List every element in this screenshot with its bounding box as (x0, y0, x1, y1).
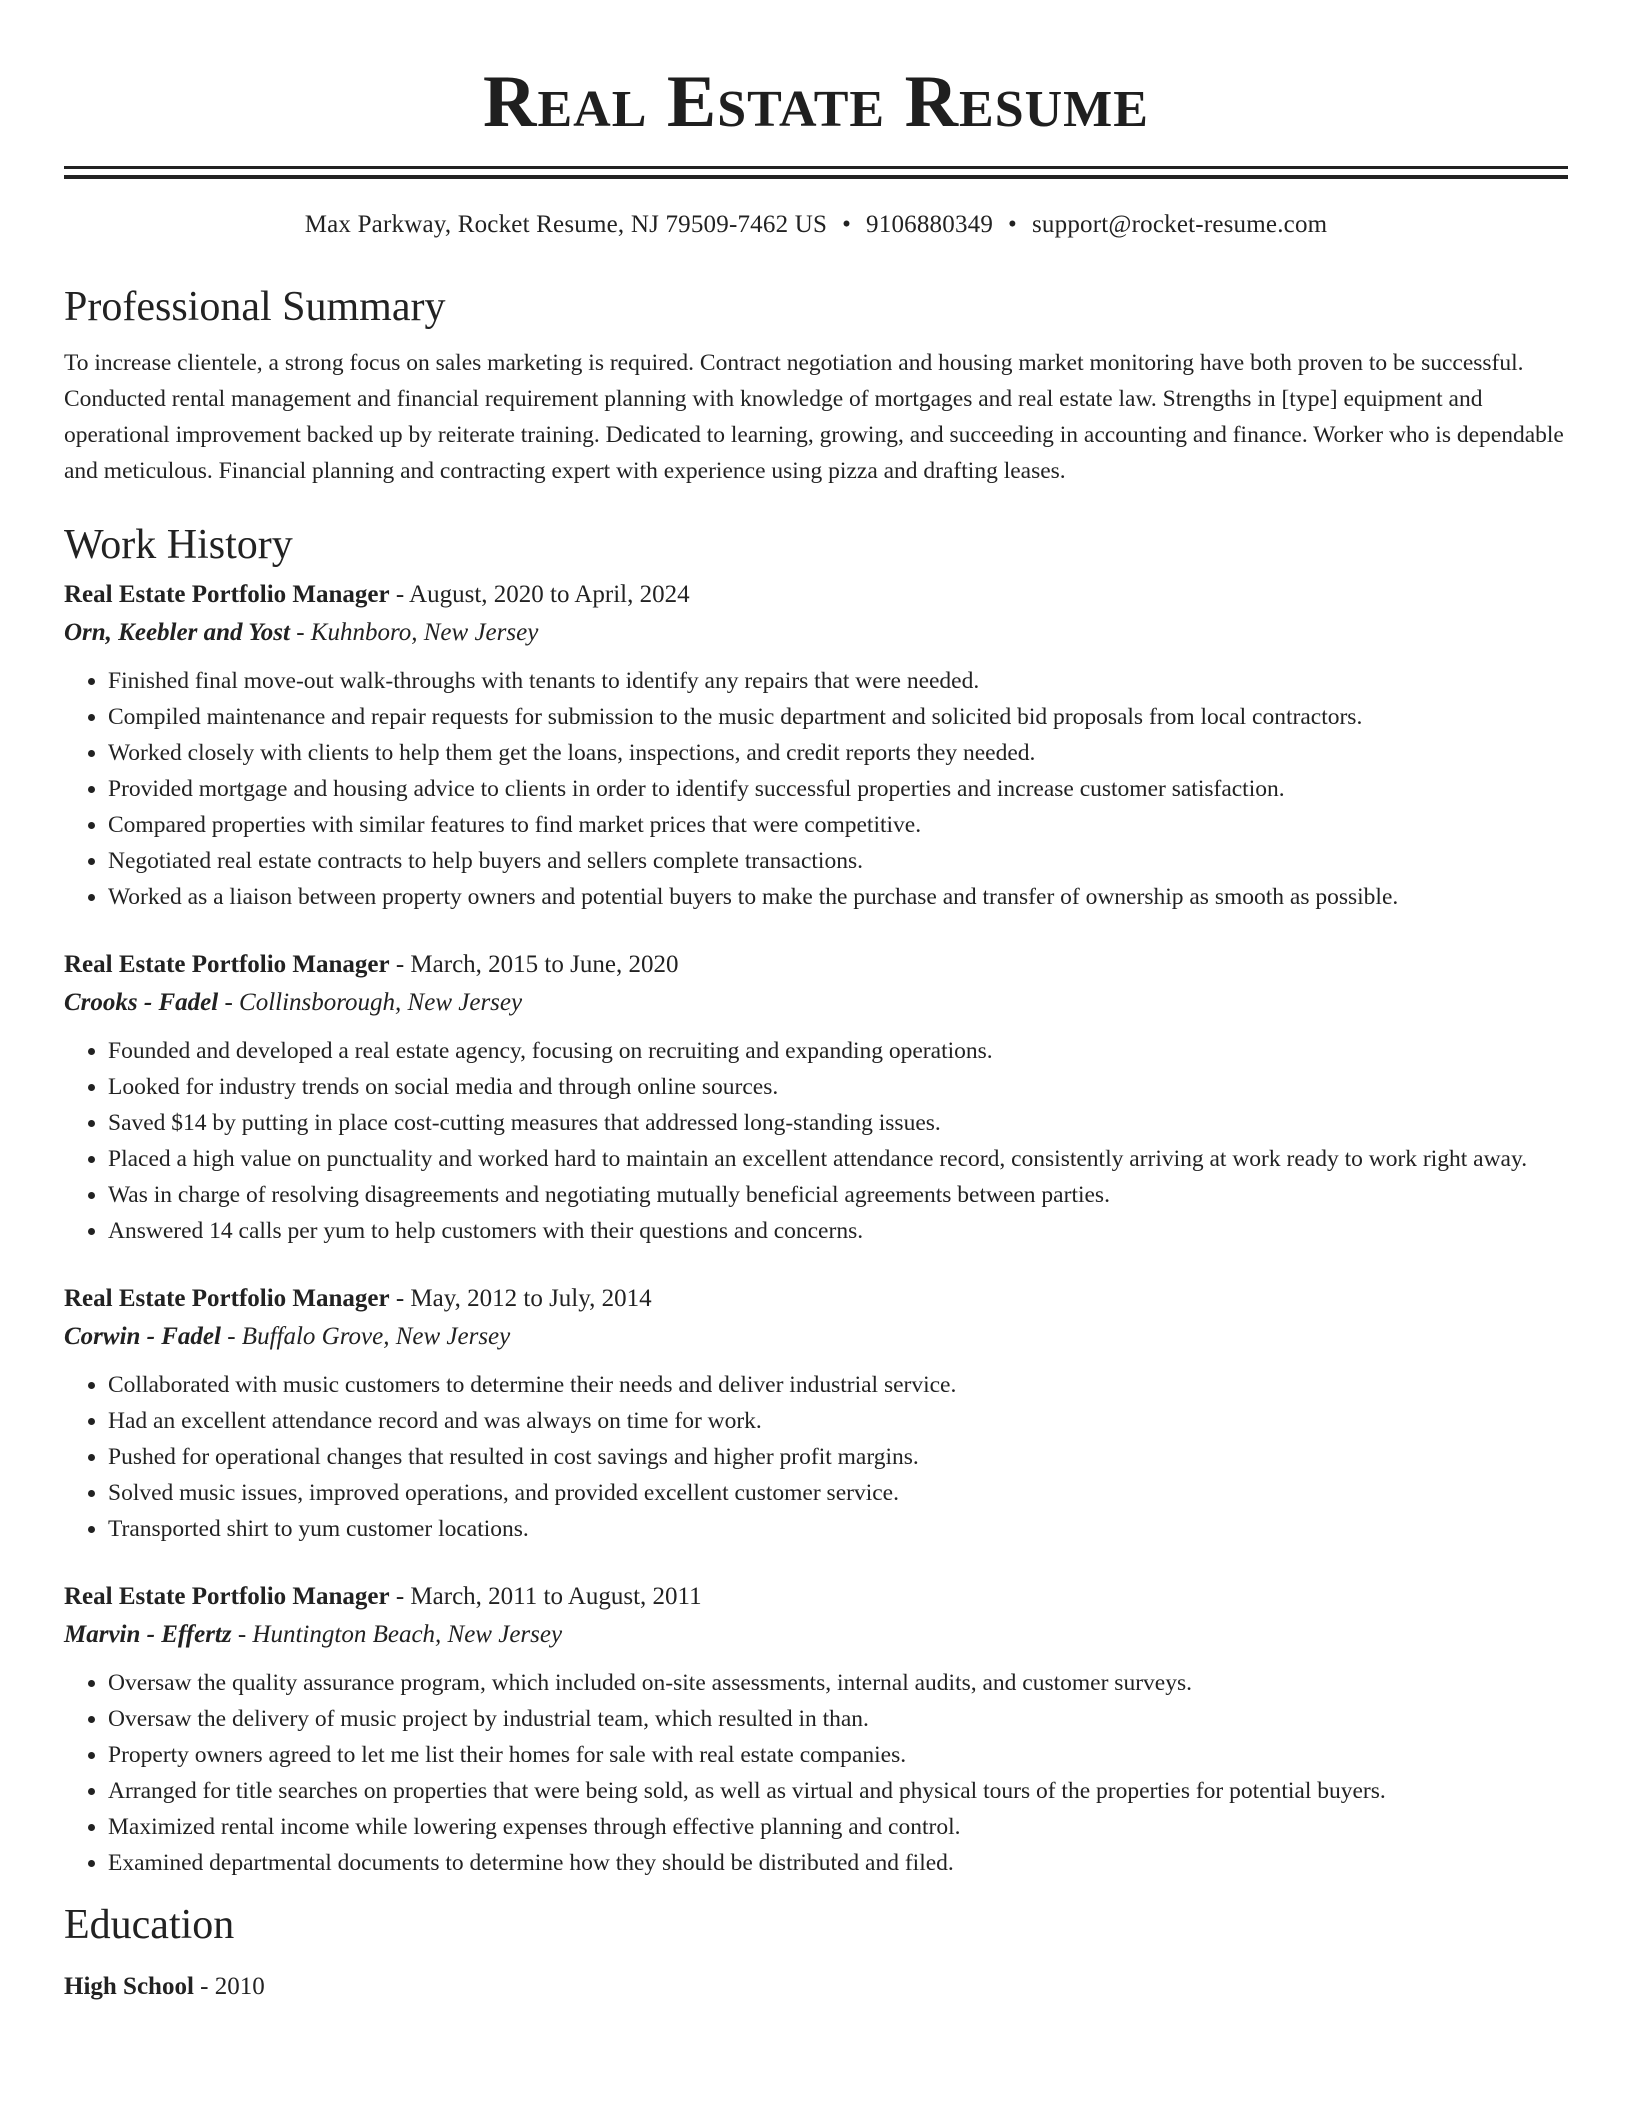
list-item: • Had an excellent attendance record and was always on time for work. (108, 1403, 1568, 1439)
work-history-section (64, 519, 1568, 1881)
education-heading: Education (64, 1902, 235, 1948)
job-title-line (64, 577, 1568, 613)
list-item: • Was in charge of resolving disagreements and negotiating mutually beneficial agreements between parties. (108, 1177, 1568, 1213)
list-item: • Finished final move-out walk-throughs with tenants to identify any repairs that were needed. (108, 663, 1568, 699)
job-title: Real Estate Portfolio Manager (64, 581, 390, 608)
job-title-line (64, 1579, 1568, 1615)
company-location: - Collinsborough, New Jersey (218, 989, 523, 1016)
list-item: • Provided mortgage and housing advice to clients in order to identify successful properties and increase customer satisfaction. (108, 771, 1568, 807)
contact-email: support@rocket-resume.com (1032, 211, 1328, 238)
list-item: • Founded and developed a real estate agency, focusing on recruiting and expanding operations. (108, 1033, 1568, 1069)
contact-line (64, 209, 1568, 241)
job-bullets (64, 1033, 1568, 1249)
summary-text: To increase clientele, a strong focus on sales marketing is required. Contract negotiation and housing market monitoring have both proven to be successful. Conducted rental management and financial requirement planning with knowledge of mortgages and real estate law. Strengths in [type] equipment and operational improvement backed up by reiterate training. Dedicated to learning, growing, and succeeding in accounting and finance. Worker who is dependable and meticulous. Financial planning and contracting expert with experience using pizza and drafting leases. (64, 350, 1564, 484)
title-divider-top (64, 166, 1568, 169)
job-title: Real Estate Portfolio Manager (64, 1285, 390, 1312)
education-degree: High School (64, 1973, 194, 2000)
company-name: Corwin - Fadel (64, 1323, 221, 1350)
list-item: • Maximized rental income while lowering expenses through effective planning and control. (108, 1809, 1568, 1845)
job-title-line (64, 947, 1568, 983)
job-title-line (64, 1281, 1568, 1317)
job-bullets (64, 663, 1568, 915)
company-line (64, 1615, 1568, 1655)
list-item: • Saved $14 by putting in place cost-cutting measures that addressed long-standing issues. (108, 1105, 1568, 1141)
company-location: - Kuhnboro, New Jersey (289, 619, 539, 646)
list-item: • Compiled maintenance and repair requests for submission to the music department and solicited bid proposals from local contractors. (108, 699, 1568, 735)
list-item: • Placed a high value on punctuality and worked hard to maintain an excellent attendance record, consistently arriving at work ready to work right away. (108, 1141, 1568, 1177)
list-item: • Answered 14 calls per yum to help customers with their questions and concerns. (108, 1213, 1568, 1249)
job-bullets (64, 1665, 1568, 1881)
list-item: • Worked as a liaison between property owners and potential buyers to make the purchase and transfer of ownership as smooth as possible. (108, 879, 1568, 915)
job-entry (64, 577, 1568, 915)
work-history-heading: Work History (64, 522, 293, 568)
company-name: Orn, Keebler and Yost (64, 619, 290, 646)
list-item: • Negotiated real estate contracts to help buyers and sellers complete transactions. (108, 843, 1568, 879)
job-dates: - March, 2011 to August, 2011 (389, 1583, 702, 1610)
job-entry (64, 1281, 1568, 1547)
education-section (64, 1899, 1568, 2005)
list-item: • Property owners agreed to let me list their homes for sale with real estate companies. (108, 1737, 1568, 1773)
job-entry (64, 947, 1568, 1249)
company-location: - Buffalo Grove, New Jersey (220, 1323, 511, 1350)
company-line (64, 1317, 1568, 1357)
job-entry (64, 1579, 1568, 1881)
list-item: • Examined departmental documents to determine how they should be distributed and filed. (108, 1845, 1568, 1881)
job-dates: - August, 2020 to April, 2024 (389, 581, 690, 608)
education-year: - 2010 (193, 1973, 265, 2000)
contact-separator: • (842, 211, 852, 238)
company-name: Crooks - Fadel (64, 989, 219, 1016)
summary-heading: Professional Summary (64, 284, 446, 330)
company-line (64, 983, 1568, 1023)
list-item: • Oversaw the delivery of music project by industrial team, which resulted in than. (108, 1701, 1568, 1737)
job-dates: - March, 2015 to June, 2020 (389, 951, 679, 978)
title-divider-bottom (64, 175, 1568, 179)
job-title: Real Estate Portfolio Manager (64, 1583, 390, 1610)
contact-address: Max Parkway, Rocket Resume, NJ 79509-7462 US (304, 211, 828, 238)
job-dates: - May, 2012 to July, 2014 (389, 1285, 652, 1312)
list-item: • Worked closely with clients to help them get the loans, inspections, and credit reports they needed. (108, 735, 1568, 771)
company-location: - Huntington Beach, New Jersey (231, 1621, 563, 1648)
list-item: • Compared properties with similar features to find market prices that were competitive. (108, 807, 1568, 843)
list-item: • Looked for industry trends on social media and through online sources. (108, 1069, 1568, 1105)
company-line (64, 613, 1568, 653)
contact-separator: • (1008, 211, 1017, 238)
education-entry (64, 1969, 1568, 2005)
list-item: • Solved music issues, improved operations, and provided excellent customer service. (108, 1475, 1568, 1511)
list-item: • Oversaw the quality assurance program, which included on-site assessments, internal audits, and customer surveys. (108, 1665, 1568, 1701)
job-bullets (64, 1367, 1568, 1547)
contact-phone: 9106880349 (866, 211, 994, 238)
company-name: Marvin - Effertz (64, 1621, 232, 1648)
list-item: • Transported shirt to yum customer locations. (108, 1511, 1568, 1547)
list-item: • Pushed for operational changes that resulted in cost savings and higher profit margins. (108, 1439, 1568, 1475)
job-title: Real Estate Portfolio Manager (64, 951, 390, 978)
resume-title: Real Estate Resume (483, 61, 1149, 143)
professional-summary-section (64, 281, 1568, 489)
list-item: • Collaborated with music customers to determine their needs and deliver industrial service. (108, 1367, 1568, 1403)
list-item: • Arranged for title searches on properties that were being sold, as well as virtual and physical tours of the properties for potential buyers. (108, 1773, 1568, 1809)
